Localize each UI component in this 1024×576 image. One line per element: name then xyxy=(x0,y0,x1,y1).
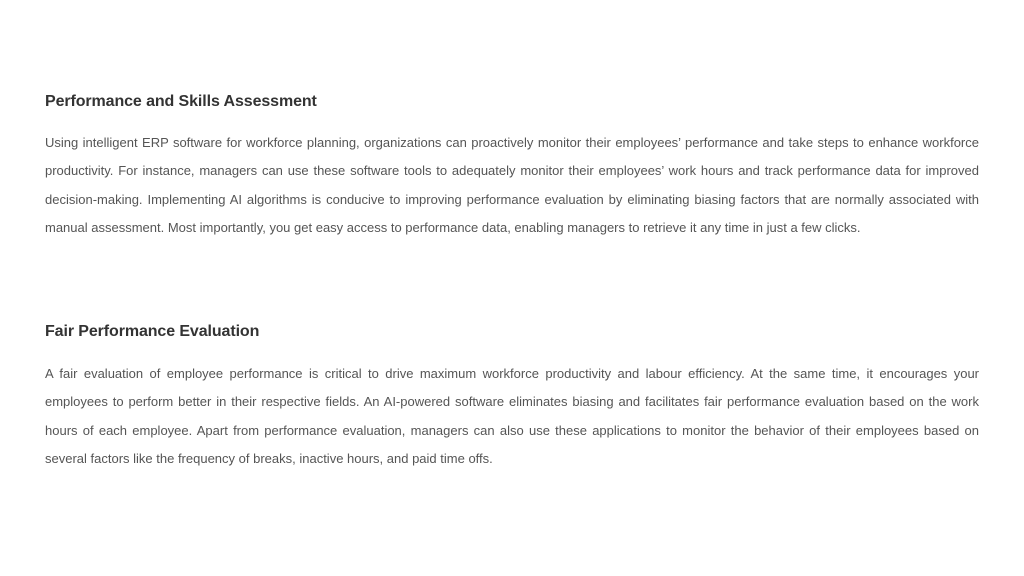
section-performance-skills-assessment xyxy=(45,92,979,242)
section-fair-performance-evaluation xyxy=(45,322,979,473)
section-heading: Performance and Skills Assessment xyxy=(45,93,317,110)
section-paragraph: Using intelligent ERP software for workforce planning, organizations can proactively monitor their employees’ performance and take steps to enhance workforce productivity. For instance, managers can use these software tools to adequately monitor their employees’ work hours and track performance data for improved decision-making. Implementing AI algorithms is conducive to improving performance evaluation by eliminating biasing factors that are normally associated with manual assessment. Most importantly, you get easy access to performance data, enabling managers to retrieve it any time in just a few clicks. xyxy=(45,135,979,235)
section-heading: Fair Performance Evaluation xyxy=(45,323,260,340)
section-paragraph: A fair evaluation of employee performance is critical to drive maximum workforce productivity and labour efficiency. At the same time, it encourages your employees to perform better in their respective fields. An AI-powered software eliminates biasing and facilitates fair performance evaluation based on the work hours of each employee. Apart from performance evaluation, managers can also use these applications to monitor the behavior of their employees based on several factors like the frequency of breaks, inactive hours, and paid time offs. xyxy=(45,366,979,466)
